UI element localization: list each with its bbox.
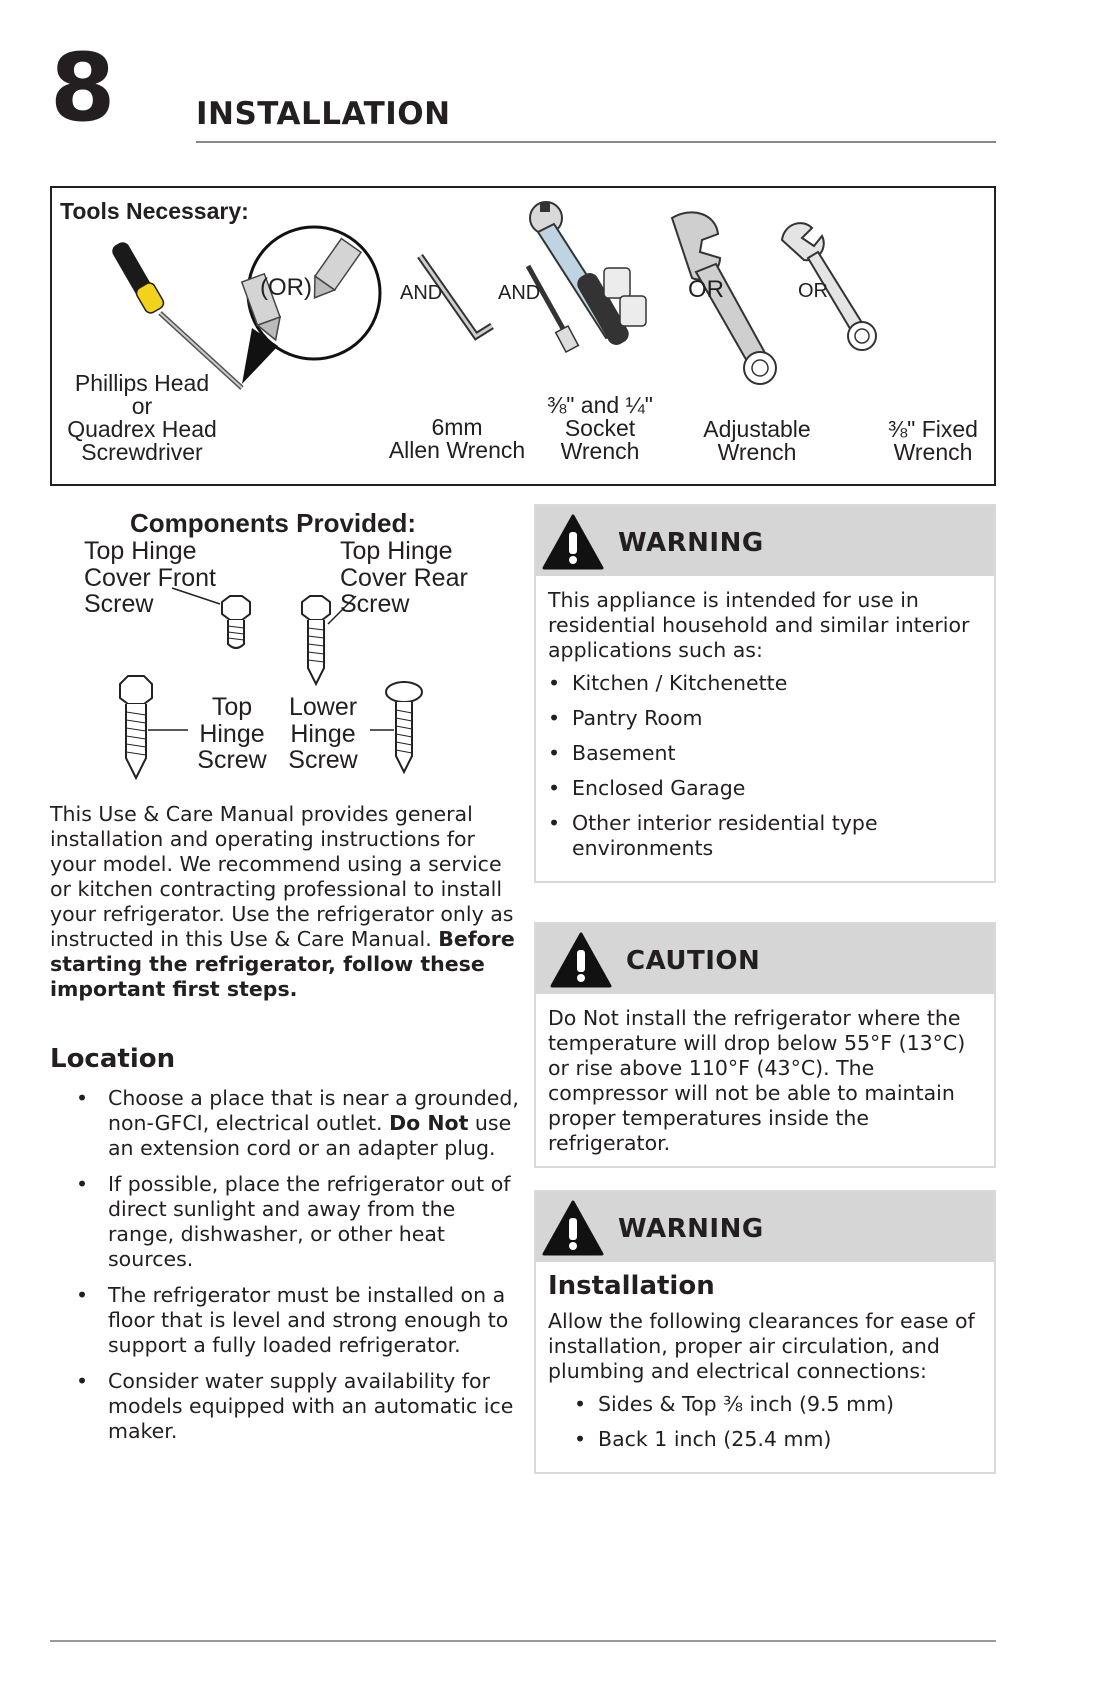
notice-body	[536, 994, 994, 1166]
footer-divider	[50, 1640, 996, 1642]
notice-header	[536, 1192, 994, 1262]
cover-rear-screw-label: Top Hinge Cover Rear Screw	[340, 537, 468, 618]
allen-wrench-label: 6mm Allen Wrench	[388, 414, 526, 463]
notice-header	[536, 506, 994, 576]
tools-heading: Tools Necessary:	[60, 198, 249, 224]
alert-triangle-icon	[542, 514, 604, 570]
fixed-wrench-label: ⅜" Fixed Wrench	[888, 416, 978, 465]
list-item: • Consider water supply availability for models equipped with an automatic ice maker.	[76, 1369, 520, 1444]
list-item: • Back 1 inch (25.4 mm)	[574, 1427, 982, 1452]
cover-rear-screw-icon	[302, 596, 330, 684]
location-list	[76, 1086, 520, 1455]
notice-text: This appliance is intended for use in residential household and similar interior applications such as:	[548, 588, 970, 662]
or-connector-2: OR	[798, 280, 828, 302]
adjustable-wrench-label: Adjustable Wrench	[703, 416, 811, 465]
intro-paragraph: This Use & Care Manual provides general installation and operating instructions for your model. We recommend using a service or kitchen contracting professional to install your refrigerator. Use the refrigerator only as instructed in this Use & Care Manual. Before starting the refrigerator, follow these important first steps.	[50, 802, 515, 1001]
header-divider	[196, 141, 996, 143]
lower-hinge-screw-label: Lower Hinge Screw	[288, 693, 358, 774]
top-hinge-screw-icon	[120, 676, 152, 778]
cover-front-screw-label: Top Hinge Cover Front Screw	[84, 537, 216, 618]
screwdriver-icon	[110, 240, 242, 388]
screwdriver-bits-icon	[242, 227, 380, 384]
notice-title: CAUTION	[626, 946, 761, 976]
socket-wrench-label: ⅜" and ¼" Socket Wrench	[547, 392, 653, 464]
list-item: • Sides & Top ⅜ inch (9.5 mm)	[574, 1392, 982, 1417]
warning-notice-installation	[534, 1190, 996, 1474]
location-heading: Location	[50, 1044, 176, 1074]
notice-body	[536, 1262, 994, 1472]
notice-title: WARNING	[618, 1214, 764, 1244]
notice-text: Do Not install the refrigerator where the temperature will drop below 55°F (13°C) or rise above 110°F (43°C). The compressor will not be able to maintain proper temperatures inside the refrigerator.	[548, 1006, 966, 1155]
alert-triangle-icon	[550, 932, 612, 988]
notice-subtitle: Installation	[548, 1271, 715, 1301]
notice-text: Allow the following clearances for ease of installation, proper air circulation, and plumbing and electrical connections:	[548, 1309, 975, 1383]
notice-header	[536, 924, 994, 994]
or-connector-inner: (OR)	[260, 274, 312, 301]
clearance-list	[574, 1392, 982, 1452]
tools-panel	[50, 186, 996, 486]
list-item: • Choose a place that is near a grounded, non-GFCI, electrical outlet. Do Not use an extension cord or an adapter plug.	[76, 1086, 520, 1161]
page-number: 8	[50, 34, 114, 143]
caution-notice-temperature	[534, 922, 996, 1168]
list-item: • The refrigerator must be installed on a floor that is level and strong enough to support a fully loaded refrigerator.	[76, 1283, 520, 1358]
notice-body	[536, 576, 994, 881]
appliance-use-list	[548, 671, 982, 861]
cover-front-screw-icon	[222, 596, 250, 648]
section-title: INSTALLATION	[196, 96, 451, 132]
components-heading: Components Provided:	[130, 508, 417, 538]
warning-notice-appliance-use	[534, 504, 996, 883]
list-item: • Basement	[548, 741, 982, 766]
list-item: • If possible, place the refrigerator out of direct sunlight and away from the range, dishwasher, or other heat sources.	[76, 1172, 520, 1272]
notice-title: WARNING	[618, 528, 764, 558]
list-item: • Kitchen / Kitchenette	[548, 671, 982, 696]
lower-hinge-screw-icon	[386, 682, 422, 772]
alert-triangle-icon	[542, 1200, 604, 1256]
list-item: • Other interior residential type environments	[548, 811, 982, 861]
or-connector-1: OR	[688, 276, 724, 303]
socket-wrench-icon	[528, 202, 646, 352]
and-connector-1: AND	[400, 282, 443, 304]
list-item: • Pantry Room	[548, 706, 982, 731]
fixed-wrench-icon	[782, 223, 876, 350]
and-connector-2: AND	[498, 282, 541, 304]
list-item: • Enclosed Garage	[548, 776, 982, 801]
top-hinge-screw-label: Top Hinge Screw	[197, 693, 267, 774]
screwdriver-label: Phillips Head or Quadrex Head Screwdriver	[67, 370, 217, 465]
